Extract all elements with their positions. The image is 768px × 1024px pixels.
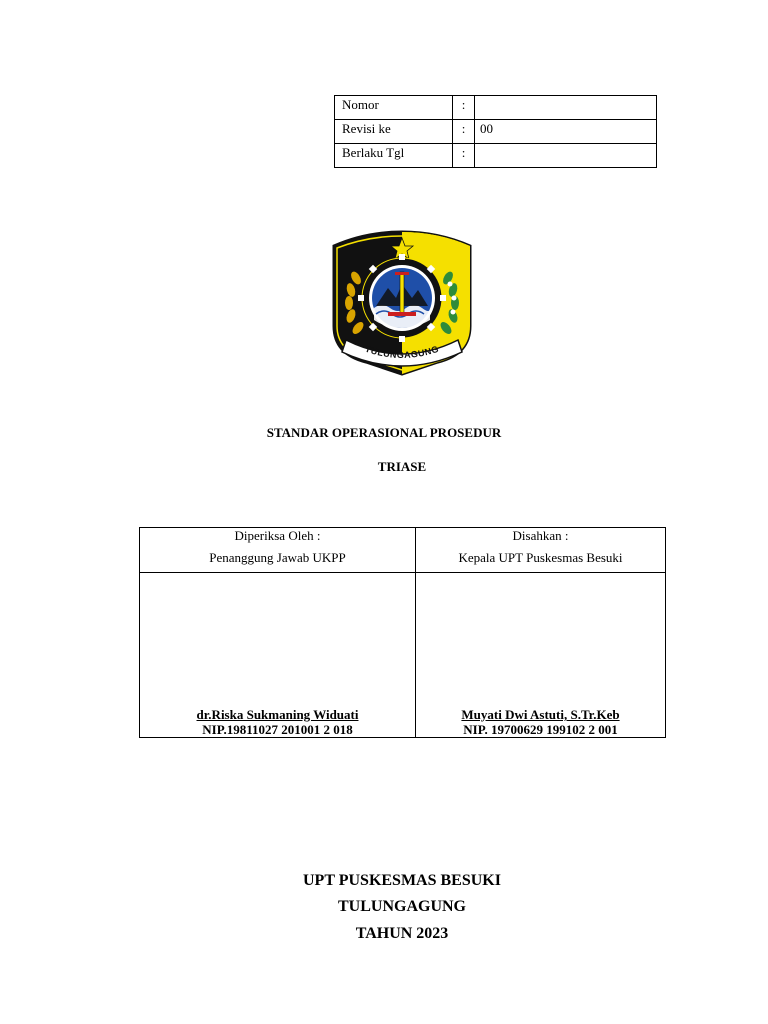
info-row-revisi: [335, 120, 657, 144]
approver-signature-cell: [416, 573, 666, 738]
footer-year: TAHUN 2023: [355, 925, 449, 942]
info-value: [475, 96, 657, 120]
approver-header-cell: [416, 528, 666, 573]
document-info-table: [334, 95, 657, 168]
reviewer-signature-cell: [140, 573, 416, 738]
footer-location: TULUNGAGUNG: [337, 898, 466, 915]
info-label: Berlaku Tgl: [335, 144, 453, 168]
info-label: Nomor: [335, 96, 453, 120]
info-row-nomor: [335, 96, 657, 120]
info-separator: :: [453, 120, 475, 144]
approval-header-row: [140, 528, 666, 573]
info-separator: :: [453, 96, 475, 120]
footer-organization: UPT PUSKESMAS BESUKI: [303, 872, 501, 889]
reviewer-name: dr.Riska Sukmaning Widuati: [196, 707, 359, 722]
approval-table: [139, 527, 666, 738]
info-row-berlaku: [335, 144, 657, 168]
info-label: Revisi ke: [335, 120, 453, 144]
tulungagung-regency-emblem-icon: [326, 228, 478, 380]
reviewer-header-cell: [140, 528, 416, 573]
reviewer-role: Penanggung Jawab UKPP: [209, 550, 346, 565]
approver-nip: NIP. 19700629 199102 2 001: [463, 722, 618, 737]
info-value: [475, 144, 657, 168]
svg-text:TULUNGAGUNG: TULUNGAGUNG: [363, 343, 441, 361]
document-subtitle: TRIASE: [377, 459, 427, 474]
reviewer-nip: NIP.19811027 201001 2 018: [202, 722, 353, 737]
reviewer-label: Diperiksa Oleh :: [234, 528, 321, 543]
document-title: STANDAR OPERASIONAL PROSEDUR: [266, 425, 502, 440]
approval-signature-row: [140, 573, 666, 738]
info-value: 00: [475, 120, 657, 144]
approver-label: Disahkan :: [512, 528, 569, 543]
approver-role: Kepala UPT Puskesmas Besuki: [458, 550, 623, 565]
approver-name: Muyati Dwi Astuti, S.Tr.Keb: [461, 707, 620, 722]
info-separator: :: [453, 144, 475, 168]
